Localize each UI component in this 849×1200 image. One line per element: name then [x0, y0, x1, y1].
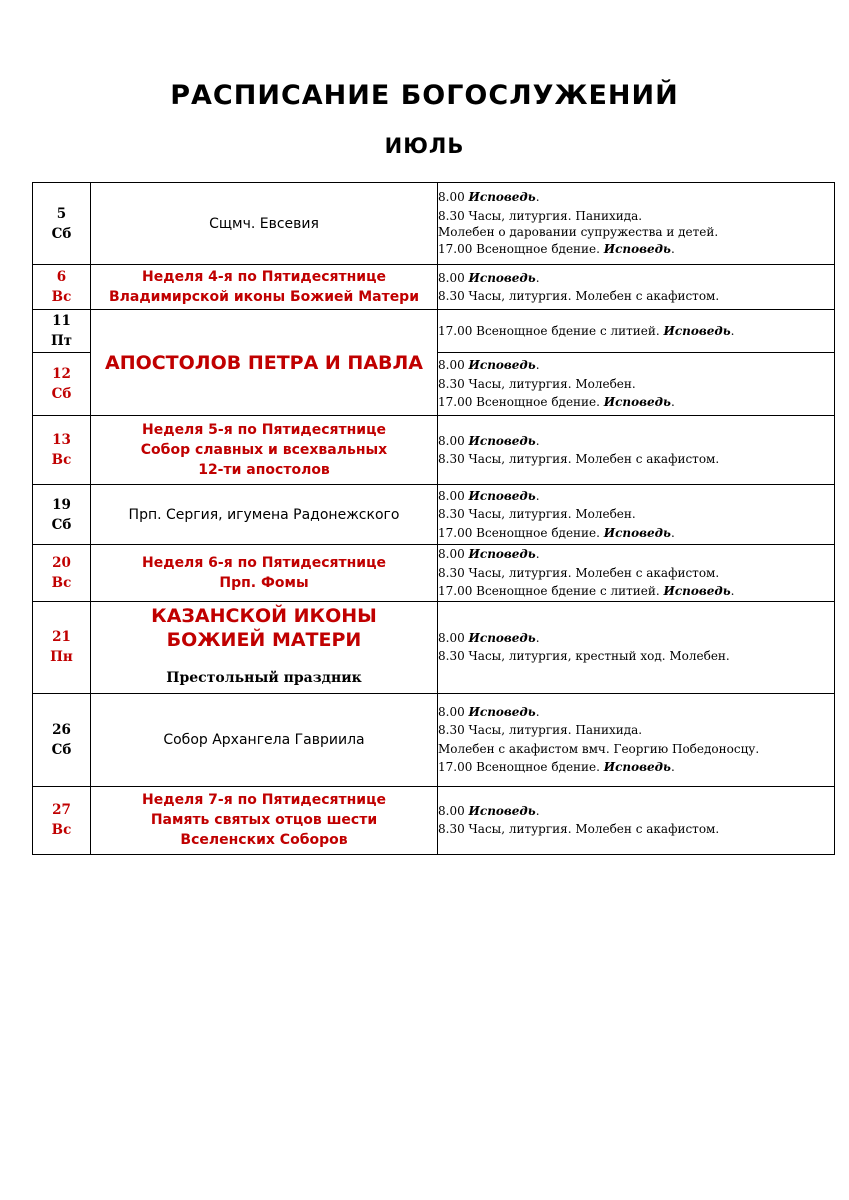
- date-cell: [33, 265, 91, 310]
- page-title: РАСПИСАНИЕ БОГОСЛУЖЕНИЙ: [170, 80, 679, 111]
- table-row: [33, 485, 835, 545]
- table-row: [33, 183, 835, 265]
- services-cell: [438, 416, 835, 485]
- service-line: Молебен о даровании супружества и детей.: [438, 225, 719, 240]
- feast-name: Собор Архангела Гавриила: [163, 731, 365, 748]
- date-cell: [33, 545, 91, 602]
- service-line: 8.00 Исповедь.: [438, 358, 540, 373]
- service-line: 17.00 Всенощное бдение. Исповедь.: [438, 242, 675, 257]
- day-number: 26: [52, 721, 71, 738]
- feast-name: Прп. Фомы: [219, 574, 309, 591]
- day-number: 19: [52, 496, 71, 513]
- feast-name: Неделя 6-я по Пятидесятнице: [142, 554, 386, 571]
- services-cell: [438, 545, 835, 602]
- day-number: 6: [56, 269, 67, 285]
- feast-cell: [91, 310, 438, 416]
- service-line: 8.00 Исповедь.: [438, 803, 540, 818]
- service-line: 8.00 Исповедь.: [438, 270, 540, 285]
- feast-cell: [91, 485, 438, 545]
- date-cell: [33, 416, 91, 485]
- service-line: 8.00 Исповедь.: [438, 488, 540, 503]
- service-line: 17.00 Всенощное бдение. Исповедь.: [438, 760, 675, 774]
- services-cell: [438, 265, 835, 310]
- feast-cell: [91, 693, 438, 786]
- schedule-table: [32, 182, 835, 855]
- feast-name: Память святых отцов шести: [150, 812, 378, 828]
- feast-name: Владимирской иконы Божией Матери: [108, 289, 420, 305]
- feast-name: Прп. Сергия, игумена Радонежского: [128, 506, 400, 523]
- service-line: 17.00 Всенощное бдение. Исповедь.: [438, 395, 675, 410]
- weekday: Сб: [51, 225, 72, 242]
- date-cell: [33, 485, 91, 545]
- table-row: [33, 545, 835, 602]
- table-row: [33, 265, 835, 310]
- services-cell: [438, 693, 835, 786]
- date-cell: [33, 601, 91, 693]
- table-row: [33, 416, 835, 485]
- weekday: Сб: [51, 516, 72, 533]
- date-cell: [33, 353, 91, 416]
- table-row: [33, 310, 835, 353]
- day-number: 27: [52, 802, 71, 818]
- service-line: 8.30 Часы, литургия. Молебен.: [438, 507, 636, 522]
- service-line: Молебен с акафистом вмч. Георгию Победоносцу.: [438, 741, 760, 756]
- weekday: Сб: [51, 741, 72, 758]
- feast-name: Неделя 4-я по Пятидесятнице: [142, 269, 386, 285]
- date-cell: [33, 310, 91, 353]
- day-number: 13: [52, 432, 71, 448]
- services-cell: [438, 786, 835, 854]
- date-cell: [33, 183, 91, 265]
- weekday: Вс: [51, 574, 72, 591]
- feast-cell: [91, 183, 438, 265]
- service-line: 8.30 Часы, литургия. Молебен с акафистом.: [438, 452, 720, 466]
- service-line: 8.30 Часы, литургия. Молебен с акафистом.: [438, 565, 720, 580]
- weekday: Вс: [51, 452, 72, 468]
- service-line: 17.00 Всенощное бдение с литией. Исповедь.: [438, 323, 735, 338]
- table-row: [33, 693, 835, 786]
- services-cell: [438, 485, 835, 545]
- day-number: 21: [52, 629, 71, 645]
- feast-name: Сщмч. Евсевия: [209, 215, 319, 232]
- service-line: 8.00 Исповедь.: [438, 630, 540, 645]
- feast-cell: [91, 265, 438, 310]
- weekday: Вс: [51, 822, 72, 838]
- feast-name: АПОСТОЛОВ ПЕТРА И ПАВЛА: [104, 351, 424, 374]
- service-line: 8.30 Часы, литургия. Панихида.: [438, 208, 643, 223]
- table-row: [33, 601, 835, 693]
- day-number: 5: [56, 205, 67, 222]
- day-number: 11: [52, 313, 71, 329]
- feast-name: Неделя 5-я по Пятидесятнице: [142, 422, 386, 438]
- feast-cell: [91, 545, 438, 602]
- services-cell: [438, 601, 835, 693]
- weekday: Пн: [50, 649, 73, 665]
- service-line: 8.30 Часы, литургия, крестный ход. Молебен.: [438, 649, 730, 663]
- service-line: 8.30 Часы, литургия. Молебен.: [438, 376, 636, 391]
- day-number: 12: [52, 366, 71, 382]
- service-line: 17.00 Всенощное бдение с литией. Исповедь.: [438, 584, 735, 598]
- table-row: [33, 786, 835, 854]
- service-line: 8.00 Исповедь.: [438, 433, 540, 448]
- weekday: Вс: [51, 289, 72, 305]
- feast-cell: [91, 416, 438, 485]
- weekday: Пт: [50, 333, 73, 349]
- service-line: 17.00 Всенощное бдение. Исповедь.: [438, 525, 675, 540]
- service-line: 8.00 Исповедь.: [438, 704, 540, 719]
- service-line: 8.30 Часы, литургия. Молебен с акафистом.: [438, 289, 720, 303]
- service-line: 8.00 Исповедь.: [438, 190, 540, 205]
- day-number: 20: [52, 554, 71, 571]
- services-cell: [438, 183, 835, 265]
- feast-name: Вселенских Соборов: [180, 832, 348, 848]
- services-cell: [438, 310, 835, 353]
- feast-name: 12-ти апостолов: [198, 462, 330, 478]
- service-line: 8.00 Исповедь.: [438, 547, 540, 561]
- feast-cell: [91, 786, 438, 854]
- month-title: ИЮЛЬ: [384, 134, 465, 158]
- weekday: Сб: [51, 386, 72, 402]
- feast-cell: [91, 601, 438, 693]
- date-cell: [33, 693, 91, 786]
- feast-note: Престольный праздник: [166, 670, 362, 686]
- services-cell: [438, 353, 835, 416]
- service-line: 8.30 Часы, литургия. Молебен с акафистом.: [438, 822, 720, 836]
- feast-name: Собор славных и всехвальных: [140, 442, 388, 458]
- feast-name: БОЖИЕЙ МАТЕРИ: [166, 629, 362, 651]
- feast-name: Неделя 7-я по Пятидесятнице: [142, 792, 386, 808]
- service-line: 8.30 Часы, литургия. Панихида.: [438, 723, 643, 737]
- date-cell: [33, 786, 91, 854]
- feast-name: КАЗАНСКОЙ ИКОНЫ: [151, 605, 377, 627]
